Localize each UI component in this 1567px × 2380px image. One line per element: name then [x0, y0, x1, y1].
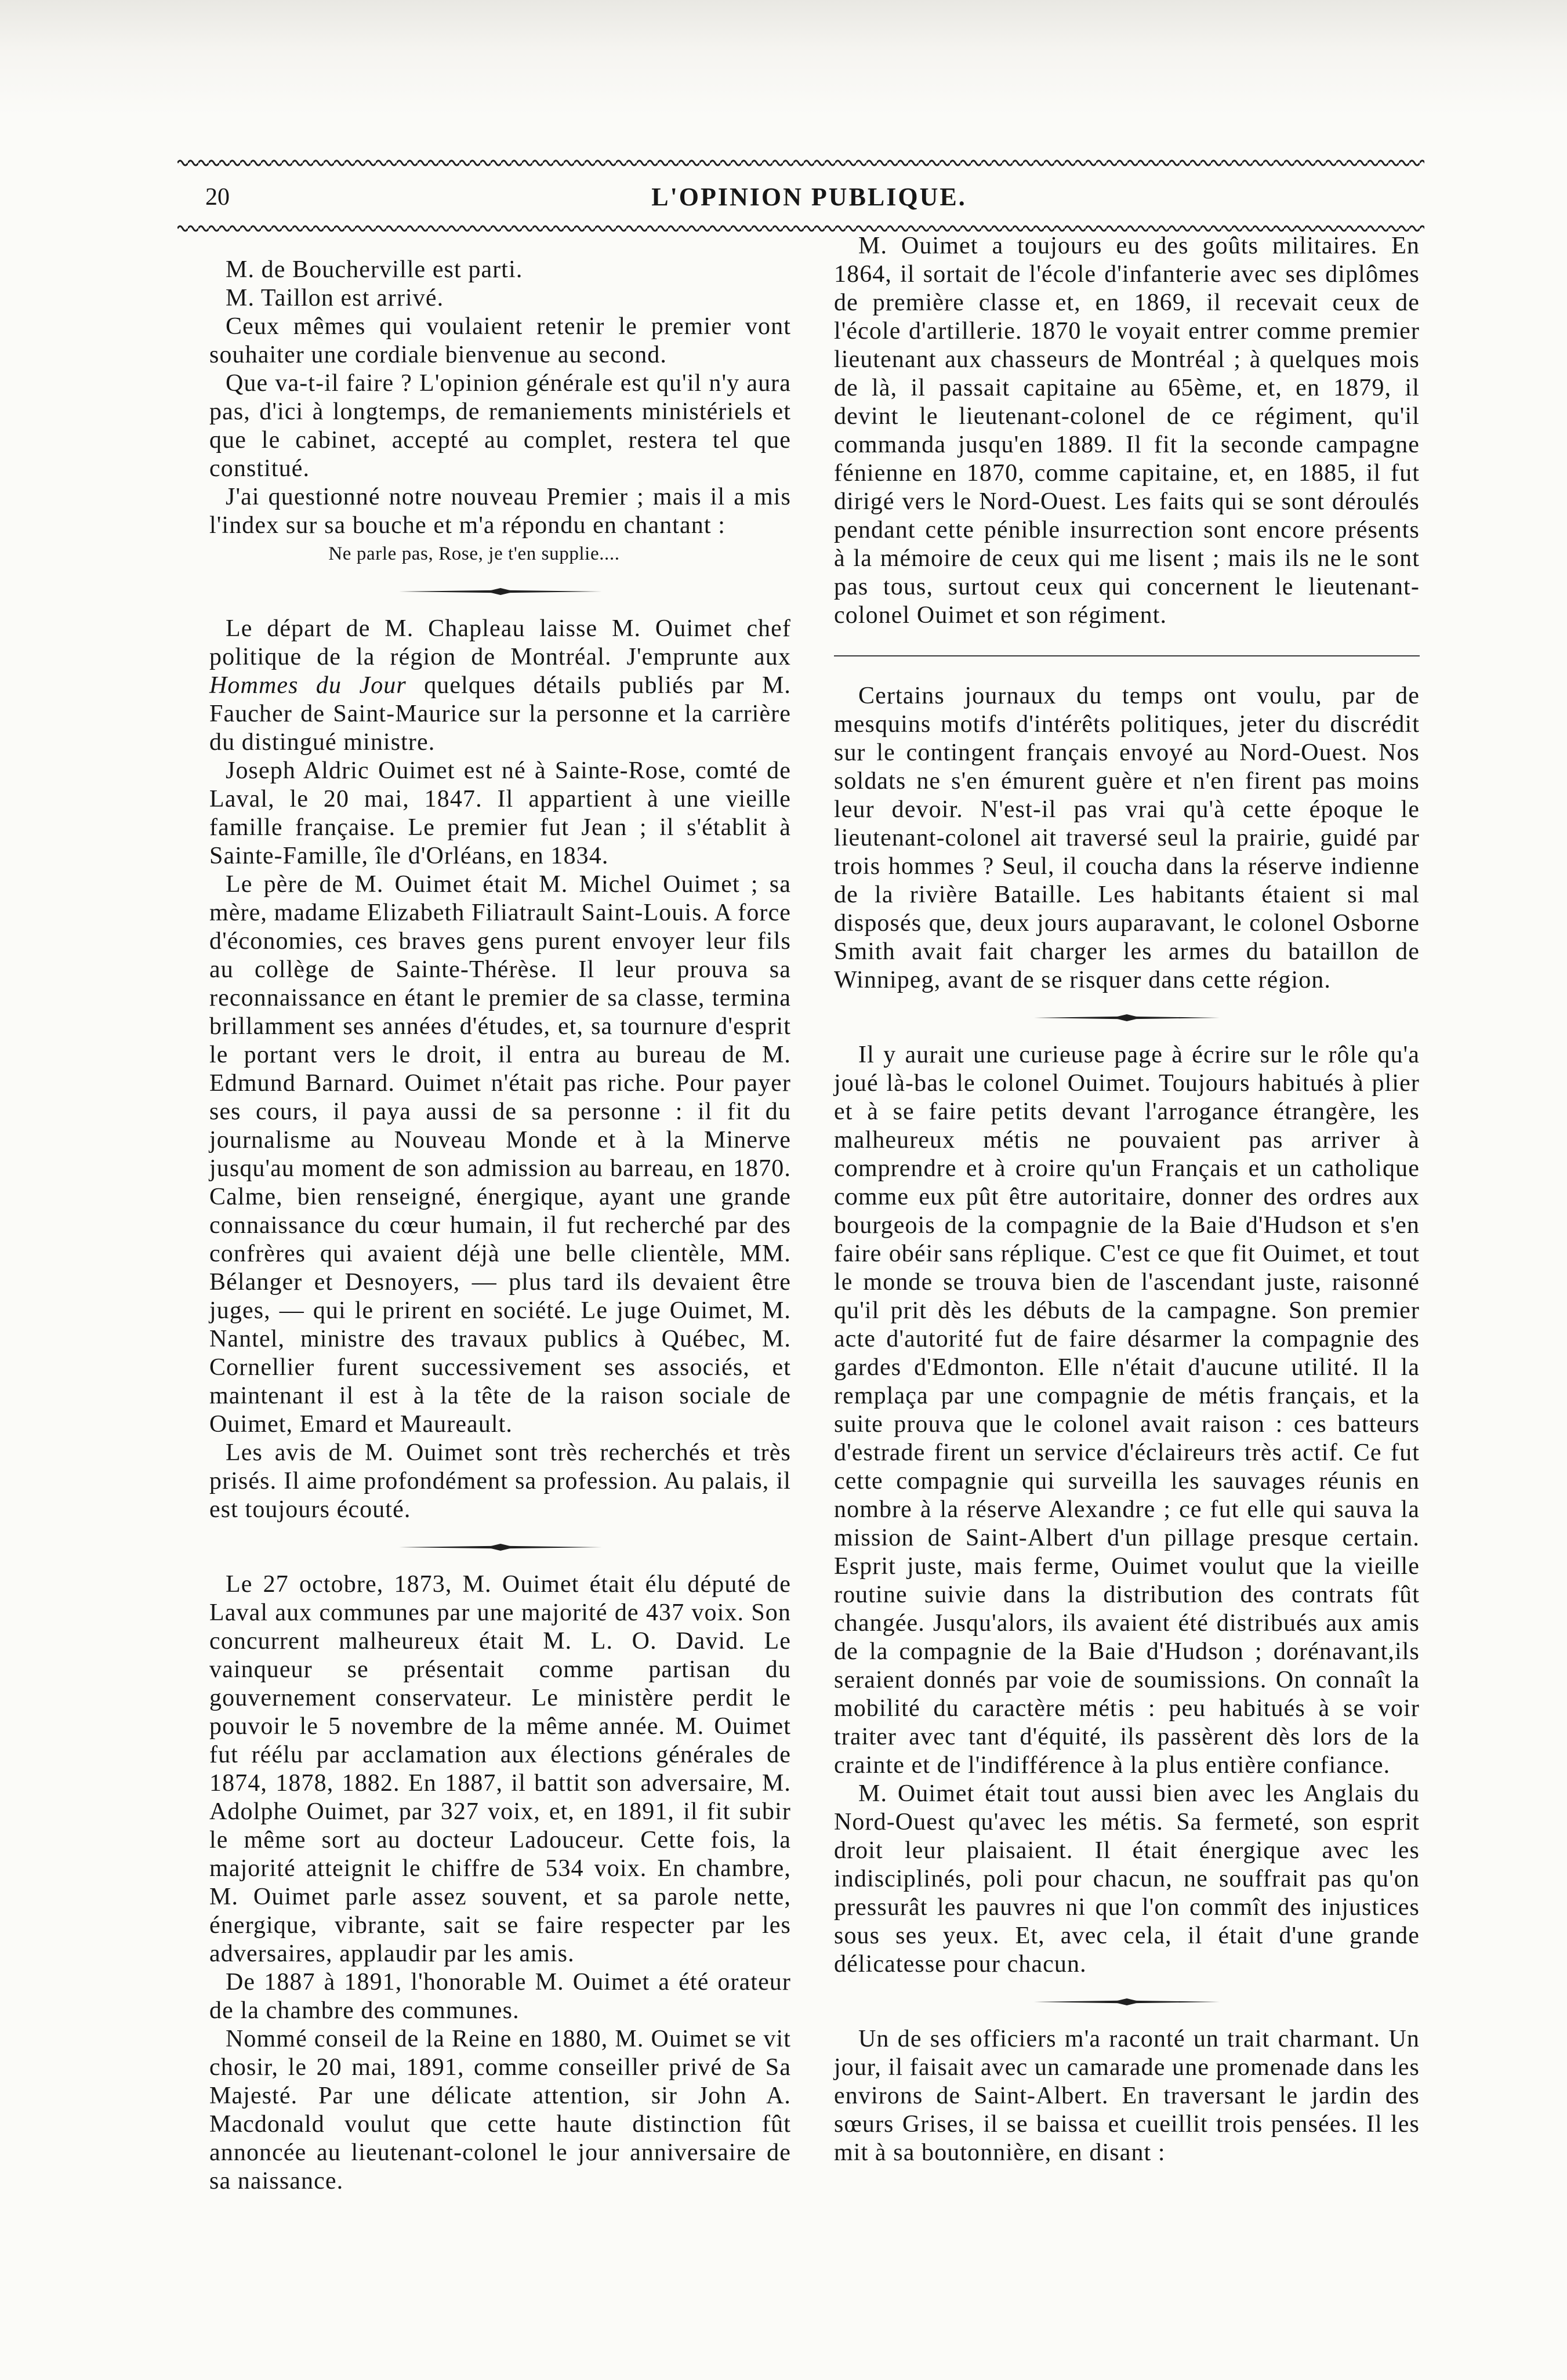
page-number: 20 — [205, 184, 230, 211]
ornamental-separator — [209, 1524, 791, 1570]
paragraph: Ceux mêmes qui voulaient retenir le premier vont souhaiter une cordiale bienvenue au second. — [209, 313, 791, 368]
separator-line — [834, 655, 1420, 656]
paragraph: Le père de M. Ouimet était M. Michel Ouimet ; sa mère, madame Elizabeth Filiatrault Saint-Louis. A force d'économies, ces braves gens purent envoyer leur fils au collège de Sainte-Thérèse. Il leur prouva sa reconnaissance en étant le premier de sa classe, termina brillamment ses années d'études, et, sa tournure d'esprit le portant vers le droit, il entra au bureau de M. Edmund Barnard. Ouimet n'était pas riche. Pour payer ses cours, il paya aussi de sa personne : il fit du journalisme au Nouveau Monde et à la Minerve jusqu'au moment de son admission au barreau, en 1870. Calme, bien renseigné, énergique, ayant une grande connaissance du cœur humain, il fut recherché par des confrères qui avaient déjà une belle clientèle, MM. Bélanger et Desnoyers, — plus tard ils devaient être juges, — qui le prirent en société. Le juge Ouimet, M. Nantel, ministre des travaux publics à Québec, M. Cornellier furent successivement ses associés, et maintenant il est à la tête de la raison sociale de Ouimet, Emard et Maureault. — [209, 871, 791, 1438]
top-wavy-border-stroke — [177, 157, 1424, 168]
separator-ornament-icon — [399, 586, 602, 597]
paragraph: Joseph Aldric Ouimet est né à Sainte-Rose, comté de Laval, le 20 mai, 1847. Il appartient à une vieille famille française. Le premier fut Jean ; il s'établit à Sainte-Famille, île d'Orléans, en 1834. — [209, 757, 791, 869]
separator-diamond — [1112, 1998, 1141, 2005]
paragraph-text: quelques détails publiés par M. Faucher de Saint-Maurice sur la personne et la carrière du distingué ministre. — [209, 672, 791, 756]
song-quotation: Ne parle pas, Rose, je t'en supplie.... — [328, 543, 620, 564]
paragraph: M. Ouimet était tout aussi bien avec les Anglais du Nord-Ouest qu'avec les métis. Sa fermeté, son esprit droit leur plaisaient. Il était énergique avec les indisciplinés, poli pour chacun, ne souffrait pas qu'on pressurât les pauvres ni que l'on commît des injustices sous ses yeux. Et, avec cela, il était d'une grande délicatesse pour chacun. — [834, 1780, 1420, 1978]
separator-diamond — [1112, 1014, 1141, 1021]
ornamental-separator — [209, 568, 791, 615]
left-column — [209, 256, 791, 2196]
top-wavy-border — [177, 157, 1424, 168]
paragraph-chapleau — [209, 615, 791, 757]
separator-ornament-icon — [399, 1541, 602, 1553]
paragraph: M. de Boucherville est parti. — [226, 256, 523, 283]
paragraph: Nommé conseil de la Reine en 1880, M. Ouimet se vit chosir, le 20 mai, 1891, comme conseiller privé de Sa Majesté. Par une délicate attention, sir John A. Macdonald voulut que cette haute distinction fût annoncée au lieutenant-colonel le jour anniversaire de sa naissance. — [209, 2026, 791, 2194]
paragraph: De 1887 à 1891, l'honorable M. Ouimet a été orateur de la chambre des communes. — [209, 1969, 791, 2024]
paragraph: Que va-t-il faire ? L'opinion générale est qu'il n'y aura pas, d'ici à longtemps, de remaniements ministériels et que le cabinet, accepté au complet, restera tel que constitué. — [209, 370, 791, 482]
paragraph: Certains journaux du temps ont voulu, par de mesquins motifs d'intérêts politiques, jeter du discrédit sur le contingent français envoyé au Nord-Ouest. Nos soldats ne s'en émurent guère et n'en firent pas moins leur devoir. N'est-il pas vrai qu'à cette époque le lieutenant-colonel ait traversé seul la prairie, guidé par trois hommes ? Seul, il coucha dans la réserve indienne de la rivière Bataille. Les habitants étaient si mal disposés que, deux jours auparavant, le colonel Osborne Smith avait fait charger les armes du bataillon de Winnipeg, avant de se risquer dans cette région. — [834, 683, 1420, 993]
paragraph: Les avis de M. Ouimet sont très recherchés et très prisés. Il aime profondément sa profession. Au palais, il est toujours écouté. — [209, 1439, 791, 1523]
ornamental-separator — [834, 995, 1420, 1041]
paragraph: Il y aurait une curieuse page à écrire sur le rôle qu'a joué là-bas le colonel Ouimet. Toujours habitués à plier et à se faire petits devant l'arrogance étrangère, les malheureux métis ne pouvaient pas arriver à comprendre et à croire qu'un Français et un catholique comme eux pût être autoritaire, donner des ordres aux bourgeois de la compagnie de la Baie d'Hudson et s'en faire obéir sans réplique. C'est ce que fit Ouimet, et tout le monde se trouva bien de l'ascendant juste, raisonné qu'il prit dès les débuts de la campagne. Son premier acte d'autorité fut de faire désarmer la compagnie des gardes d'Edmonton. Elle n'était d'aucune utilité. Il la remplaça par une compagnie de métis français, et la suite prouva que le colonel avait raison : ces batteurs d'estrade firent un service d'éclaireurs très actif. Ce fut cette compagnie qui surveilla les sauvages réunis en nombre à la réserve Alexandre ; ce fut elle qui sauva la mission de Saint-Albert d'un pillage presque certain. Esprit juste, mais ferme, Ouimet voulut que la vieille routine suivie dans la distribution des contrats fût changée. Jusqu'alors, ils avaient été distribués aux amis de la compagnie de la Baie d'Hudson ; dorénavant,ils seraient donnés par voie de soumissions. On connaît la mobilité du caractère métis : peu habitués à se voir traiter avec tant d'équité, ils passèrent dès lors de la crainte et de l'indifférence à la plus entière confiance. — [834, 1042, 1420, 1779]
paragraph-text: Le départ de M. Chapleau laisse M. Ouimet chef politique de la région de Montréal. J'emprunte aux — [209, 615, 791, 670]
separator-ornament-icon — [1034, 1996, 1220, 2008]
separator-ornament-icon — [1034, 1012, 1220, 1024]
separator-diamond — [486, 1544, 515, 1551]
publication-title-italic: Hommes du Jour — [209, 672, 407, 699]
paragraph: Le 27 octobre, 1873, M. Ouimet était élu député de Laval aux communes par une majorité de 437 voix. Son concurrent malheureux était M. L. O. David. Le vainqueur se présentait comme partisan du gouvernement conservateur. Le ministère perdit le pouvoir le 5 novembre de la même année. M. Ouimet fut réélu par acclamation aux élections générales de 1874, 1878, 1882. En 1887, il battit son adversaire, M. Adolphe Ouimet, par 327 voix, et, en 1891, il fit subir le même sort au docteur Ladouceur. Cette fois, la majorité atteignit le chiffre de 534 voix. En chambre, M. Ouimet parle assez souvent, et sa parole nette, énergique, vibrante, sait se faire respecter par les adversaires, applaudir par les amis. — [209, 1571, 791, 1967]
right-column — [834, 232, 1420, 2167]
plain-separator — [834, 630, 1420, 682]
paragraph: Un de ses officiers m'a raconté un trait charmant. Un jour, il faisait avec un camarade une promenade dans les environs de Saint-Albert. En traversant le jardin des sœurs Grises, il se baissa et cueillit trois pensées. Il les mit à sa boutonnière, en disant : — [834, 2026, 1420, 2166]
ornamental-separator — [834, 1979, 1420, 2025]
separator-diamond — [486, 588, 515, 595]
paragraph: M. Taillon est arrivé. — [226, 285, 444, 311]
paragraph: M. Ouimet a toujours eu des goûts militaires. En 1864, il sortait de l'école d'infanterie avec ses diplômes de première classe et, en 1869, il recevait ceux de l'école d'artillerie. 1870 le voyait entrer comme premier lieutenant aux chasseurs de Montréal ; à quelques mois de là, il passait capitaine au 65ème, et, en 1879, il devint le lieutenant-colonel de ce régiment, qu'il commanda jusqu'en 1889. Il fit la seconde campagne fénienne en 1870, comme capitaine, et, en 1885, il fut dirigé vers le Nord-Ouest. Les faits qui se sont déroulés pendant cette pénible insurrection sont encore présents à la mémoire de ceux qui me lisent ; mais ils ne le sont pas tous, surtout ceux qui concernent le lieutenant-colonel Ouimet et son régiment. — [834, 233, 1420, 629]
paragraph: J'ai questionné notre nouveau Premier ; mais il a mis l'index sur sa bouche et m'a répondu en chantant : — [209, 484, 791, 539]
publication-title: L'OPINION PUBLIQUE. — [651, 183, 967, 211]
